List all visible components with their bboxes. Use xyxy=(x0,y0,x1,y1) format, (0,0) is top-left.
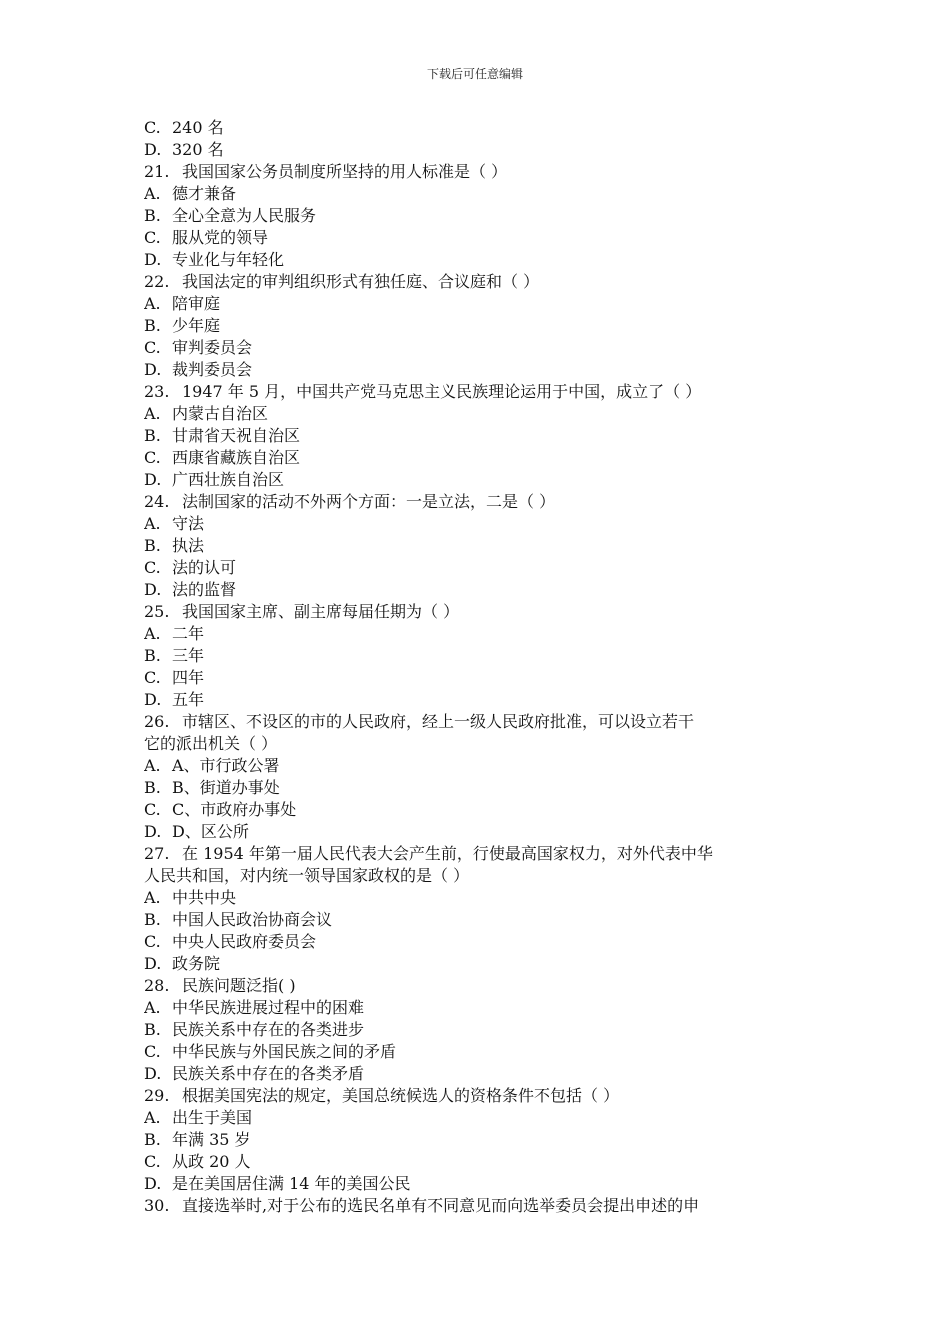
option-marker: A. xyxy=(144,294,161,313)
option-line xyxy=(144,359,814,381)
option-text: 服从党的领导 xyxy=(172,228,269,247)
option-line xyxy=(144,1151,814,1173)
question-number: 21. xyxy=(144,162,170,181)
question-line xyxy=(144,271,814,293)
option-marker: D. xyxy=(144,470,162,489)
option-marker: A. xyxy=(144,756,161,775)
question-text: 市辖区、不设区的市的人民政府，经上一级人民政府批准，可以设立若干 xyxy=(182,712,695,731)
option-text: 德才兼备 xyxy=(172,184,237,203)
option-marker: C. xyxy=(144,118,161,137)
option-text: 全心全意为人民服务 xyxy=(172,206,317,225)
question-line xyxy=(144,381,814,403)
option-line xyxy=(144,909,814,931)
option-text: B、街道办事处 xyxy=(172,778,280,797)
question-text: 我国国家公务员制度所坚持的用人标准是（ ） xyxy=(182,162,508,181)
option-marker: A. xyxy=(144,514,161,533)
option-text: 是在美国居住满 14 年的美国公民 xyxy=(172,1174,411,1193)
option-text: 广西壮族自治区 xyxy=(172,470,285,489)
option-line xyxy=(144,1019,814,1041)
option-marker: C. xyxy=(144,1152,161,1171)
question-text: 我国国家主席、副主席每届任期为（ ） xyxy=(182,602,460,621)
option-text: 出生于美国 xyxy=(172,1108,253,1127)
question-number: 22. xyxy=(144,272,170,291)
option-line xyxy=(144,183,814,205)
option-text: 二年 xyxy=(172,624,205,643)
option-marker: D. xyxy=(144,360,162,379)
option-marker: B. xyxy=(144,316,161,335)
question-text: 直接选举时,对于公布的选民名单有不同意见而向选举委员会提出申述的申 xyxy=(182,1196,700,1215)
option-line xyxy=(144,1041,814,1063)
option-line xyxy=(144,249,814,271)
option-text: D、区公所 xyxy=(172,822,249,841)
option-marker: C. xyxy=(144,668,161,687)
option-line xyxy=(144,799,814,821)
option-line xyxy=(144,117,814,139)
option-line xyxy=(144,997,814,1019)
option-marker: C. xyxy=(144,338,161,357)
option-marker: A. xyxy=(144,624,161,643)
option-line xyxy=(144,337,814,359)
question-number: 29. xyxy=(144,1086,170,1105)
option-text: 法的认可 xyxy=(172,558,237,577)
option-text: 民族关系中存在的各类矛盾 xyxy=(172,1064,365,1083)
option-text: A、市行政公署 xyxy=(172,756,280,775)
option-line xyxy=(144,931,814,953)
question-number: 30. xyxy=(144,1196,170,1215)
option-line xyxy=(144,579,814,601)
option-line xyxy=(144,535,814,557)
question-line xyxy=(144,711,814,733)
option-marker: D. xyxy=(144,1174,162,1193)
option-line xyxy=(144,205,814,227)
option-marker: D. xyxy=(144,822,162,841)
option-marker: D. xyxy=(144,954,162,973)
option-text: 执法 xyxy=(172,536,205,555)
option-text: 中共中央 xyxy=(172,888,237,907)
option-line xyxy=(144,403,814,425)
option-text: 中国人民政治协商会议 xyxy=(172,910,333,929)
option-marker: D. xyxy=(144,140,162,159)
question-text: 根据美国宪法的规定，美国总统候选人的资格条件不包括（ ） xyxy=(182,1086,620,1105)
question-number: 25. xyxy=(144,602,170,621)
option-text: 少年庭 xyxy=(172,316,221,335)
option-marker: C. xyxy=(144,800,161,819)
option-line xyxy=(144,315,814,337)
option-line xyxy=(144,425,814,447)
option-line xyxy=(144,953,814,975)
option-line xyxy=(144,821,814,843)
option-text: 年满 35 岁 xyxy=(172,1130,251,1149)
option-marker: A. xyxy=(144,404,161,423)
option-text: C、市政府办事处 xyxy=(172,800,297,819)
question-text: 在 1954 年第一届人民代表大会产生前，行使最高国家权力，对外代表中华 xyxy=(182,844,713,863)
option-marker: A. xyxy=(144,184,161,203)
option-text: 内蒙古自治区 xyxy=(172,404,269,423)
option-line xyxy=(144,1129,814,1151)
option-marker: B. xyxy=(144,206,161,225)
question-line xyxy=(144,161,814,183)
option-text: 甘肃省天祝自治区 xyxy=(172,426,301,445)
option-marker: C. xyxy=(144,228,161,247)
option-marker: B. xyxy=(144,646,161,665)
question-number: 27. xyxy=(144,844,170,863)
document-body xyxy=(144,117,814,1217)
option-marker: B. xyxy=(144,536,161,555)
question-text-continued: 人民共和国，对内统一领导国家政权的是（ ） xyxy=(144,866,470,885)
page-header: 下载后可任意编辑 xyxy=(426,67,523,81)
question-text: 我国法定的审判组织形式有独任庭、合议庭和（ ） xyxy=(182,272,540,291)
question-line xyxy=(144,1195,814,1217)
option-marker: A. xyxy=(144,998,161,1017)
question-text: 民族问题泛指( ) xyxy=(182,976,296,995)
option-text: 中华民族与外国民族之间的矛盾 xyxy=(172,1042,397,1061)
option-text: 民族关系中存在的各类进步 xyxy=(172,1020,365,1039)
option-line xyxy=(144,887,814,909)
option-line xyxy=(144,755,814,777)
option-text: 中华民族进展过程中的困难 xyxy=(172,998,365,1017)
option-line xyxy=(144,1107,814,1129)
option-text: 法的监督 xyxy=(172,580,237,599)
option-marker: B. xyxy=(144,426,161,445)
option-text: 四年 xyxy=(172,668,205,687)
question-line xyxy=(144,601,814,623)
option-line xyxy=(144,293,814,315)
option-line xyxy=(144,645,814,667)
question-number: 23. xyxy=(144,382,170,401)
question-text: 法制国家的活动不外两个方面：一是立法，二是（ ） xyxy=(182,492,556,511)
option-line xyxy=(144,777,814,799)
option-marker: B. xyxy=(144,1130,161,1149)
option-text: 320 名 xyxy=(172,140,224,159)
option-text: 陪审庭 xyxy=(172,294,221,313)
option-marker: D. xyxy=(144,250,162,269)
option-line xyxy=(144,227,814,249)
option-text: 裁判委员会 xyxy=(172,360,253,379)
continuation-line xyxy=(144,733,814,755)
question-line xyxy=(144,1085,814,1107)
question-number: 24. xyxy=(144,492,170,511)
question-line xyxy=(144,491,814,513)
option-marker: B. xyxy=(144,1020,161,1039)
option-marker: B. xyxy=(144,910,161,929)
option-text: 专业化与年轻化 xyxy=(172,250,285,269)
question-line xyxy=(144,975,814,997)
question-number: 28. xyxy=(144,976,170,995)
option-line xyxy=(144,139,814,161)
option-line xyxy=(144,1173,814,1195)
option-line xyxy=(144,469,814,491)
option-marker: C. xyxy=(144,448,161,467)
option-marker: C. xyxy=(144,1042,161,1061)
question-text-continued: 它的派出机关（ ） xyxy=(144,734,278,753)
option-marker: D. xyxy=(144,690,162,709)
option-marker: A. xyxy=(144,1108,161,1127)
option-marker: D. xyxy=(144,1064,162,1083)
option-marker: B. xyxy=(144,778,161,797)
option-text: 西康省藏族自治区 xyxy=(172,448,301,467)
option-marker: D. xyxy=(144,580,162,599)
option-text: 守法 xyxy=(172,514,205,533)
question-number: 26. xyxy=(144,712,170,731)
option-line xyxy=(144,623,814,645)
option-line xyxy=(144,1063,814,1085)
continuation-line xyxy=(144,865,814,887)
option-text: 审判委员会 xyxy=(172,338,253,357)
option-text: 五年 xyxy=(172,690,205,709)
question-line xyxy=(144,843,814,865)
option-line xyxy=(144,689,814,711)
option-text: 从政 20 人 xyxy=(172,1152,251,1171)
option-text: 中央人民政府委员会 xyxy=(172,932,317,951)
option-line xyxy=(144,447,814,469)
option-text: 三年 xyxy=(172,646,205,665)
question-text: 1947 年 5 月，中国共产党马克思主义民族理论运用于中国，成立了（ ） xyxy=(182,382,702,401)
option-text: 240 名 xyxy=(172,118,224,137)
option-line xyxy=(144,667,814,689)
option-marker: C. xyxy=(144,932,161,951)
option-text: 政务院 xyxy=(172,954,221,973)
option-marker: C. xyxy=(144,558,161,577)
option-line xyxy=(144,513,814,535)
option-line xyxy=(144,557,814,579)
option-marker: A. xyxy=(144,888,161,907)
